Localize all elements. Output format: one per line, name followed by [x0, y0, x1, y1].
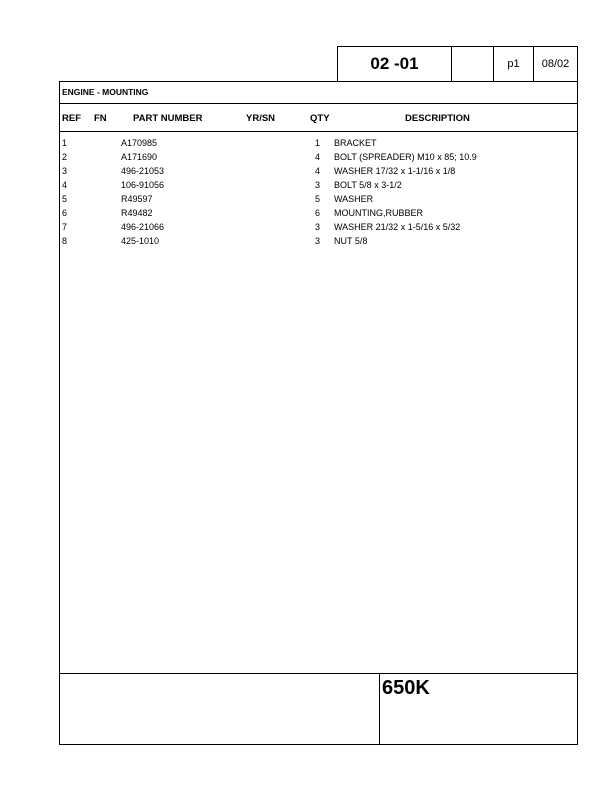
part-number-cell: A170985 — [121, 138, 158, 148]
description-cell: BRACKET — [334, 138, 377, 148]
section-title: ENGINE - MOUNTING — [62, 87, 149, 97]
description-cell: NUT 5/8 — [334, 236, 368, 246]
column-header-ref: REF — [62, 113, 81, 124]
ref-cell: 5 — [62, 194, 68, 204]
table-row — [0, 136, 612, 150]
date-cell — [533, 46, 578, 82]
part-number-cell: 496-21053 — [121, 166, 165, 176]
description-cell: MOUNTING,RUBBER — [334, 208, 424, 218]
table-row — [0, 150, 612, 164]
revision-date: 08/02 — [541, 58, 570, 70]
part-number-cell: 496-21066 — [121, 222, 165, 232]
column-header-yr-sn: YR/SN — [246, 113, 276, 124]
table-row — [0, 220, 612, 234]
qty-cell: 4 — [315, 166, 321, 176]
table-row — [0, 178, 612, 192]
description-cell: WASHER — [334, 194, 374, 204]
qty-cell: 3 — [315, 236, 321, 246]
title-divider — [59, 103, 578, 104]
description-cell: WASHER 21/32 x 1-5/16 x 5/32 — [334, 222, 461, 232]
ref-cell: 8 — [62, 236, 68, 246]
column-header-qty: QTY — [310, 113, 330, 124]
machine-model: 650K — [382, 677, 430, 699]
part-number-cell: A171690 — [121, 152, 158, 162]
blank-header-cell — [451, 46, 494, 82]
part-number-cell: 425-1010 — [121, 236, 160, 246]
column-header-part-number: PART NUMBER — [133, 113, 203, 124]
table-row — [0, 192, 612, 206]
header-divider — [59, 131, 578, 132]
footer-divider — [59, 673, 578, 674]
table-row — [0, 164, 612, 178]
column-header-description: DESCRIPTION — [405, 113, 470, 124]
ref-cell: 6 — [62, 208, 68, 218]
description-cell: WASHER 17/32 x 1-1/16 x 1/8 — [334, 166, 456, 176]
ref-cell: 7 — [62, 222, 68, 232]
qty-cell: 4 — [315, 152, 321, 162]
qty-cell: 6 — [315, 208, 321, 218]
description-cell: BOLT 5/8 x 3-1/2 — [334, 180, 402, 190]
page-number: p1 — [507, 58, 520, 70]
qty-cell: 1 — [315, 138, 321, 148]
part-number-cell: 106-91056 — [121, 180, 165, 190]
ref-cell: 3 — [62, 166, 68, 176]
ref-cell: 1 — [62, 138, 68, 148]
column-header-fn: FN — [94, 113, 107, 124]
ref-cell: 4 — [62, 180, 68, 190]
parts-table-body — [0, 136, 612, 248]
part-number-cell: R49482 — [121, 208, 153, 218]
table-row — [0, 206, 612, 220]
section-code-cell — [337, 46, 452, 82]
section-code: 02 -01 — [370, 54, 419, 73]
qty-cell: 5 — [315, 194, 321, 204]
table-row — [0, 234, 612, 248]
part-number-cell: R49597 — [121, 194, 153, 204]
qty-cell: 3 — [315, 180, 321, 190]
qty-cell: 3 — [315, 222, 321, 232]
ref-cell: 2 — [62, 152, 68, 162]
page-number-cell — [493, 46, 534, 82]
description-cell: BOLT (SPREADER) M10 x 85; 10.9 — [334, 152, 477, 162]
footer-vertical-divider — [379, 673, 380, 745]
